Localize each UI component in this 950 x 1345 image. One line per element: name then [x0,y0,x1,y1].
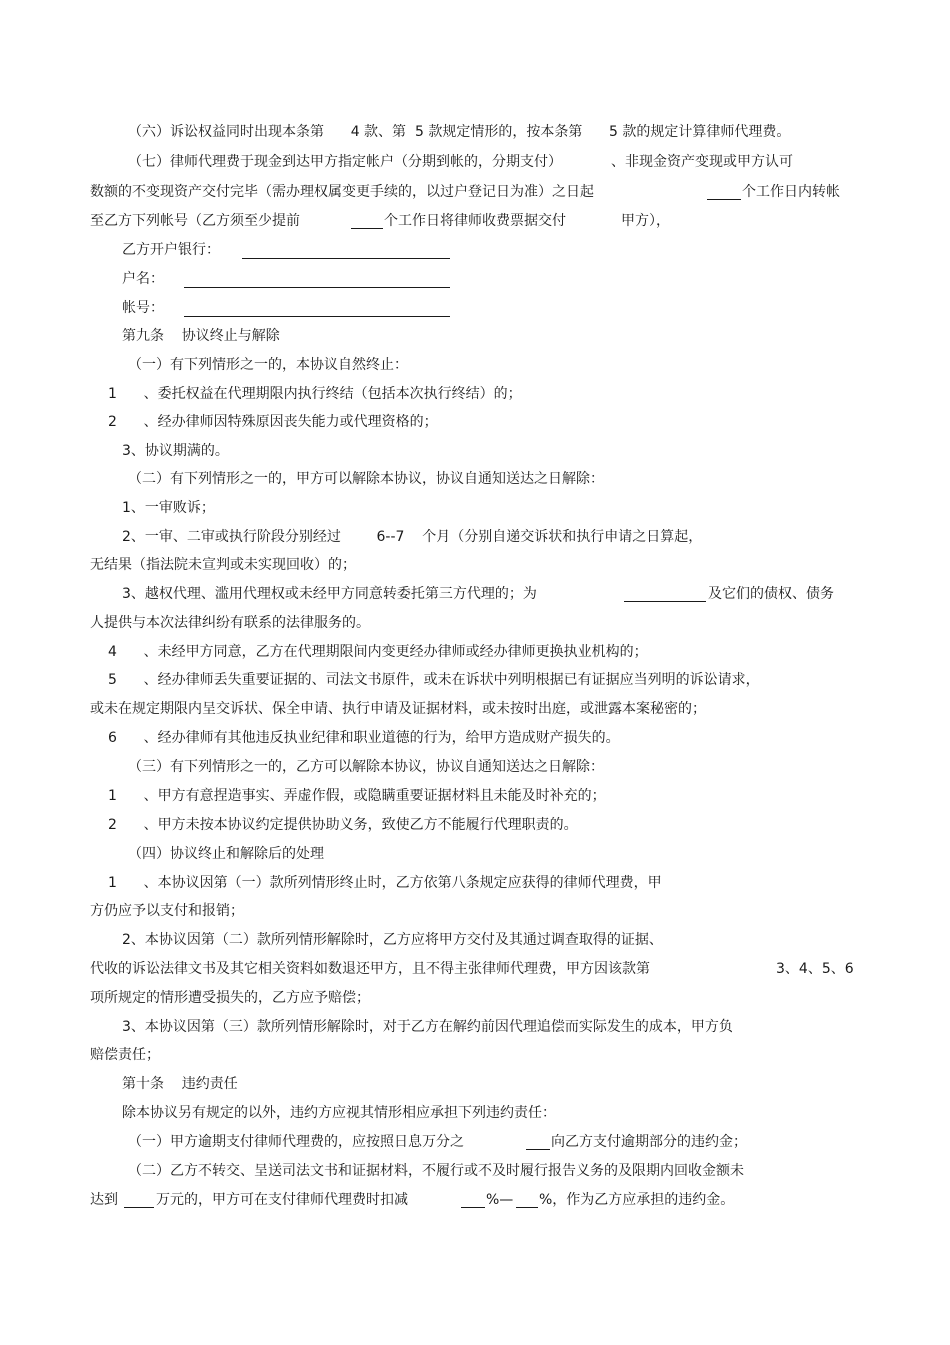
clause-item: 3、协议期满的。 [122,443,229,459]
clause-paragraph: 向乙方支付逾期部分的违约金； [551,1134,747,1150]
clause-paragraph: （四）协议终止和解除后的处理 [128,846,324,862]
blank-line [516,1207,538,1208]
clause-paragraph: （二）乙方不转交、呈送司法文书和证据材料，不履行或不及时履行报告义务的及限期内回收金额未 [128,1163,744,1179]
clause-paragraph: （二）有下列情形之一的，甲方可以解除本协议，协议自通知送达之日解除： [128,471,604,487]
clause-paragraph: %— [486,1192,514,1208]
account-number-blank-line [184,316,450,317]
clause-item: 人提供与本次法律纠纷有联系的法律服务的。 [90,615,370,631]
clause-item: 1 、本协议因第（一）款所列情形终止时，乙方依第八条规定应获得的律师代理费，甲 [108,875,662,891]
clause-item: 及它们的债权、债务 [708,586,834,602]
bank-label: 乙方开户银行： [122,242,220,258]
clause-paragraph: 数额的不变现资产交付完毕（需办理权属变更手续的，以过户登记日为准）之日起 [90,184,594,200]
account-number-label: 帐号： [122,300,164,316]
clause-paragraph: 至乙方下列帐号（乙方须至少提前 [90,213,300,229]
clause-item: 1 、甲方有意捏造事实、弄虚作假，或隐瞒重要证据材料且未能及时补充的； [108,788,606,804]
clause-paragraph: 除本协议另有规定的以外，违约方应视其情形相应承担下列违约责任： [122,1105,556,1121]
clause-paragraph: （六）诉讼权益同时出现本条第 4 款、第 5 款规定情形的，按本条第 5 款的规定计算律师代理费。 [128,124,791,140]
article-heading: 第十条 违约责任 [122,1076,238,1092]
clause-item: 无结果（指法院未宣判或未实现回收）的； [90,557,356,573]
clause-paragraph: %，作为乙方应承担的违约金。 [539,1192,735,1208]
clause-paragraph: 个工作日内转帐 [742,184,840,200]
clause-item: 赔偿责任； [90,1047,160,1063]
clause-paragraph: （一）甲方逾期支付律师代理费的，应按照日息万分之 [128,1134,464,1150]
clause-item: 1、一审败诉； [122,500,215,516]
clause-item: 或未在规定期限内呈交诉状、保全申请、执行申请及证据材料，或未按时出庭，或泄露本案秘密的； [90,701,706,717]
clause-item: 4 、未经甲方同意，乙方在代理期限间内变更经办律师或经办律师更换执业机构的； [108,644,648,660]
clause-item: 3、本协议因第（三）款所列情形解除时，对于乙方在解约前因代理追偿而实际发生的成本，甲方负 [122,1019,733,1035]
blank-line [461,1207,485,1208]
clause-paragraph: 个工作日将律师收费票据交付 [384,213,566,229]
clause-item: 项所规定的情形遭受损失的，乙方应予赔偿； [90,990,370,1006]
clause-item: 2 、经办律师因特殊原因丧失能力或代理资格的； [108,414,438,430]
clause-paragraph: 甲方）， [621,213,670,229]
blank-line [351,228,383,229]
clause-item: 方仍应予以支付和报销； [90,903,244,919]
clause-item: 代收的诉讼法律文书及其它相关资料如数退还甲方，且不得主张律师代理费，甲方因该款第 [90,961,650,977]
blank-line [124,1207,154,1208]
clause-paragraph: （七）律师代理费于现金到达甲方指定帐户（分期到帐的，分期支付） 、非现金资产变现或甲方认可 [128,154,793,170]
article-heading: 第九条 协议终止与解除 [122,328,280,344]
clause-item: 6 、经办律师有其他违反执业纪律和职业道德的行为，给甲方造成财产损失的。 [108,730,620,746]
account-name-label: 户名： [122,271,164,287]
clause-paragraph: 万元的，甲方可在支付律师代理费时扣减 [156,1192,408,1208]
clause-item: 2、本协议因第（二）款所列情形解除时，乙方应将甲方交付及其通过调查取得的证据、 [122,932,663,948]
clause-paragraph: （三）有下列情形之一的，乙方可以解除本协议，协议自通知送达之日解除： [128,759,604,775]
clause-item: 2 、甲方未按本协议约定提供协助义务，致使乙方不能履行代理职责的。 [108,817,578,833]
blank-line [526,1149,550,1150]
bank-blank-line [242,258,450,259]
clause-item: 5 、经办律师丢失重要证据的、司法文书原件，或未在诉状中列明根据已有证据应当列明的诉讼请求， [108,672,760,688]
clause-item: 2、一审、二审或执行阶段分别经过 6--7 个月（分别自递交诉状和执行申请之日算起， [122,529,703,545]
clause-paragraph: 达到 [90,1192,118,1208]
account-name-blank-line [184,287,450,288]
clause-item: 3、4、5、6 [776,961,854,977]
blank-line [624,601,706,602]
blank-line [707,199,741,200]
clause-paragraph: （一）有下列情形之一的，本协议自然终止： [128,357,408,373]
clause-item: 1 、委托权益在代理期限内执行终结（包括本次执行终结）的； [108,386,522,402]
clause-item: 3、越权代理、滥用代理权或未经甲方同意转委托第三方代理的；为 [122,586,537,602]
